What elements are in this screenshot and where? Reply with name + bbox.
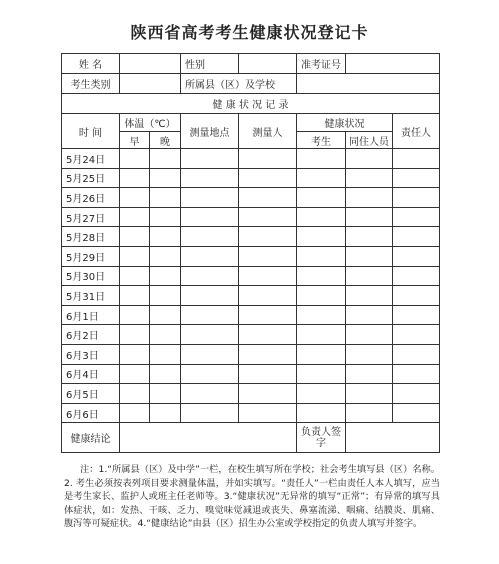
date-cell: 5月24日: [62, 149, 120, 169]
measurer-cell[interactable]: [239, 266, 297, 286]
student-status-cell[interactable]: [297, 188, 346, 208]
measurer-cell[interactable]: [239, 325, 297, 345]
temp-evening-cell[interactable]: [150, 403, 181, 423]
location-cell[interactable]: [181, 188, 239, 208]
date-cell: 5月25日: [62, 168, 120, 188]
signer-label: 负责人签字: [297, 423, 346, 453]
gender-field[interactable]: [239, 54, 297, 74]
temp-evening-cell[interactable]: [150, 384, 181, 404]
location-cell[interactable]: [181, 384, 239, 404]
date-cell: 6月6日: [62, 403, 120, 423]
location-cell[interactable]: [181, 168, 239, 188]
location-cell[interactable]: [181, 286, 239, 306]
responsible-cell[interactable]: [393, 384, 440, 404]
companion-status-cell[interactable]: [346, 207, 393, 227]
responsible-cell[interactable]: [393, 207, 440, 227]
measurer-cell[interactable]: [239, 168, 297, 188]
signer-field[interactable]: [346, 423, 440, 453]
temp-morning-cell[interactable]: [120, 207, 150, 227]
conclusion-field[interactable]: [120, 423, 297, 453]
temp-evening-cell[interactable]: [150, 168, 181, 188]
date-cell: 5月28日: [62, 227, 120, 247]
temp-morning-cell[interactable]: [120, 246, 150, 266]
date-cell: 6月5日: [62, 384, 120, 404]
location-cell[interactable]: [181, 246, 239, 266]
temp-morning-cell[interactable]: [120, 305, 150, 325]
companion-status-cell[interactable]: [346, 168, 393, 188]
form-title: 陕西省高考考生健康状况登记卡: [130, 23, 369, 42]
col-responsible: 责任人: [393, 114, 440, 149]
responsible-cell[interactable]: [393, 286, 440, 306]
temp-evening-cell[interactable]: [150, 207, 181, 227]
companion-status-cell[interactable]: [346, 344, 393, 364]
temp-evening-cell[interactable]: [150, 344, 181, 364]
student-status-cell[interactable]: [297, 305, 346, 325]
responsible-cell[interactable]: [393, 344, 440, 364]
notes-text: 注：1.“所属县（区）及中学”一栏，在校生填写所在学校；社会考生填写县（区）名称。2. 考生必须按表列项目要求测量体温，并如实填写。“责任人”一栏由责任人本人填写，应当是考生家长、监护人或班主任老师等。3.“健康状况”无异常的填写“正常”；有异常的填写具体症状，如：发热、干咳、乏力、嗅觉味觉减退或丧失、鼻塞流涕、咽痛、结膜炎、肌痛、腹泻等可疑症状。4.“健康结论”由县（区）招生办公室或学校指定的负责人填写并签字。: [64, 464, 440, 530]
companion-status-cell[interactable]: [346, 246, 393, 266]
date-row: [62, 207, 440, 227]
col-time: 时 间: [62, 114, 120, 149]
measurer-cell[interactable]: [239, 188, 297, 208]
temp-morning-cell[interactable]: [120, 325, 150, 345]
companion-status-cell[interactable]: [346, 305, 393, 325]
measurer-cell[interactable]: [239, 403, 297, 423]
temp-evening-cell[interactable]: [150, 246, 181, 266]
student-status-cell[interactable]: [297, 246, 346, 266]
measurer-cell[interactable]: [239, 344, 297, 364]
date-row: [62, 325, 440, 345]
temp-evening-cell[interactable]: [150, 286, 181, 306]
exam-id-field[interactable]: [346, 54, 440, 74]
student-status-cell[interactable]: [297, 344, 346, 364]
date-cell: 5月31日: [62, 286, 120, 306]
category-field[interactable]: [120, 74, 181, 94]
temp-morning-cell[interactable]: [120, 188, 150, 208]
date-row: [62, 168, 440, 188]
date-row: [62, 364, 440, 384]
date-cell: 6月3日: [62, 344, 120, 364]
location-cell[interactable]: [181, 403, 239, 423]
temp-evening-cell[interactable]: [150, 188, 181, 208]
student-status-cell[interactable]: [297, 384, 346, 404]
temp-morning-cell[interactable]: [120, 384, 150, 404]
student-status-cell[interactable]: [297, 286, 346, 306]
health-record-table: [61, 53, 440, 453]
responsible-cell[interactable]: [393, 227, 440, 247]
responsible-cell[interactable]: [393, 403, 440, 423]
temp-morning-cell[interactable]: [120, 168, 150, 188]
date-cell: 5月30日: [62, 266, 120, 286]
section-title: 健 康 状 况 记 录: [62, 94, 440, 114]
temp-morning-cell[interactable]: [120, 149, 150, 169]
conclusion-label: 健康结论: [62, 423, 120, 453]
responsible-cell[interactable]: [393, 266, 440, 286]
col-companion: 同住人员: [346, 132, 393, 149]
measurer-cell[interactable]: [239, 364, 297, 384]
col-temp: 体温（℃）: [120, 114, 181, 132]
companion-status-cell[interactable]: [346, 266, 393, 286]
companion-status-cell[interactable]: [346, 286, 393, 306]
responsible-cell[interactable]: [393, 305, 440, 325]
date-row: [62, 384, 440, 404]
date-row: [62, 305, 440, 325]
date-row: [62, 246, 440, 266]
responsible-cell[interactable]: [393, 246, 440, 266]
date-cell: 5月27日: [62, 207, 120, 227]
responsible-cell[interactable]: [393, 188, 440, 208]
name-field[interactable]: [120, 54, 181, 74]
measurer-cell[interactable]: [239, 305, 297, 325]
date-row: [62, 266, 440, 286]
companion-status-cell[interactable]: [346, 188, 393, 208]
responsible-cell[interactable]: [393, 149, 440, 169]
student-status-cell[interactable]: [297, 325, 346, 345]
temp-evening-cell[interactable]: [150, 305, 181, 325]
temp-evening-cell[interactable]: [150, 266, 181, 286]
date-cell: 5月29日: [62, 246, 120, 266]
date-cell: 6月1日: [62, 305, 120, 325]
county-school-label: 所属县（区）及学校: [181, 74, 297, 94]
location-cell[interactable]: [181, 266, 239, 286]
col-evening: 晚: [150, 132, 181, 149]
temp-evening-cell[interactable]: [150, 227, 181, 247]
location-cell[interactable]: [181, 227, 239, 247]
temp-evening-cell[interactable]: [150, 149, 181, 169]
student-status-cell[interactable]: [297, 227, 346, 247]
student-status-cell[interactable]: [297, 168, 346, 188]
date-cell: 6月2日: [62, 325, 120, 345]
student-status-cell[interactable]: [297, 403, 346, 423]
col-measurer: 测量人: [239, 114, 297, 149]
temp-evening-cell[interactable]: [150, 325, 181, 345]
companion-status-cell[interactable]: [346, 149, 393, 169]
measurer-cell[interactable]: [239, 207, 297, 227]
col-health-status: 健康状况: [297, 114, 393, 132]
location-cell[interactable]: [181, 344, 239, 364]
date-row: [62, 149, 440, 169]
measurer-cell[interactable]: [239, 246, 297, 266]
category-label: 考生类别: [62, 74, 120, 94]
col-morning: 早: [120, 132, 150, 149]
measurer-cell[interactable]: [239, 286, 297, 306]
companion-status-cell[interactable]: [346, 364, 393, 384]
responsible-cell[interactable]: [393, 325, 440, 345]
gender-label: 性别: [181, 54, 239, 74]
location-cell[interactable]: [181, 149, 239, 169]
county-school-field[interactable]: [297, 74, 440, 94]
measurer-cell[interactable]: [239, 384, 297, 404]
companion-status-cell[interactable]: [346, 227, 393, 247]
date-row: [62, 403, 440, 423]
temp-morning-cell[interactable]: [120, 286, 150, 306]
responsible-cell[interactable]: [393, 168, 440, 188]
temp-morning-cell[interactable]: [120, 364, 150, 384]
exam-id-label: 准考证号: [297, 54, 346, 74]
temp-evening-cell[interactable]: [150, 364, 181, 384]
temp-morning-cell[interactable]: [120, 344, 150, 364]
date-row: [62, 227, 440, 247]
student-status-cell[interactable]: [297, 149, 346, 169]
name-label: 姓 名: [62, 54, 120, 74]
location-cell[interactable]: [181, 325, 239, 345]
responsible-cell[interactable]: [393, 364, 440, 384]
student-status-cell[interactable]: [297, 364, 346, 384]
measurer-cell[interactable]: [239, 149, 297, 169]
col-student: 考生: [297, 132, 346, 149]
date-row: [62, 344, 440, 364]
student-status-cell[interactable]: [297, 266, 346, 286]
date-row: [62, 188, 440, 208]
location-cell[interactable]: [181, 305, 239, 325]
companion-status-cell[interactable]: [346, 403, 393, 423]
date-row: [62, 286, 440, 306]
temp-morning-cell[interactable]: [120, 266, 150, 286]
student-status-cell[interactable]: [297, 207, 346, 227]
companion-status-cell[interactable]: [346, 384, 393, 404]
col-location: 测量地点: [181, 114, 239, 149]
companion-status-cell[interactable]: [346, 325, 393, 345]
measurer-cell[interactable]: [239, 227, 297, 247]
date-cell: 5月26日: [62, 188, 120, 208]
temp-morning-cell[interactable]: [120, 403, 150, 423]
date-cell: 6月4日: [62, 364, 120, 384]
location-cell[interactable]: [181, 207, 239, 227]
location-cell[interactable]: [181, 364, 239, 384]
temp-morning-cell[interactable]: [120, 227, 150, 247]
